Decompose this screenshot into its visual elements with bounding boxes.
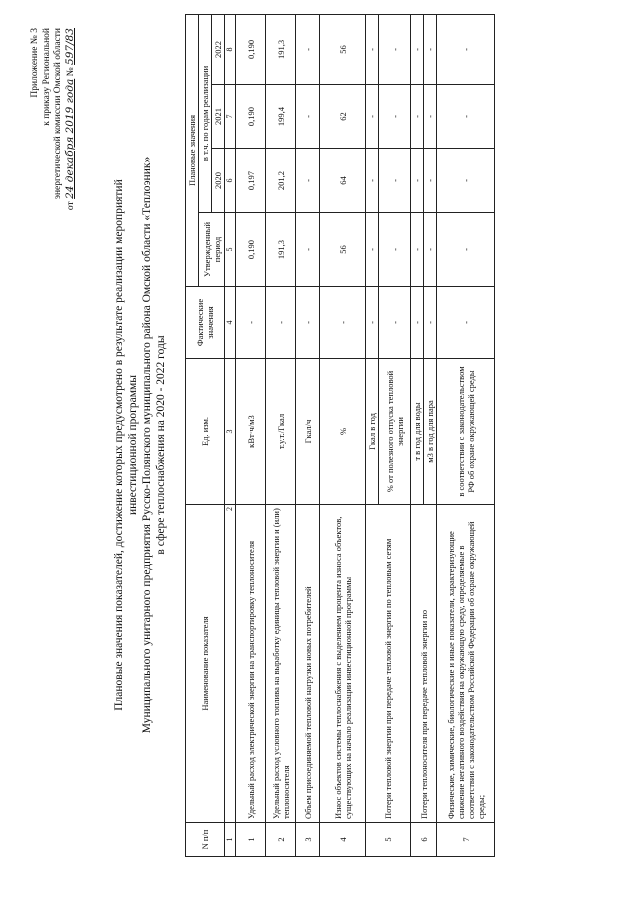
row-actual: - — [437, 287, 495, 359]
row-unit: м3 в год для пара — [424, 359, 437, 505]
header-approved: Утвержденный период — [199, 213, 225, 287]
table-row — [320, 14, 366, 856]
row-unit: кВт·ч/м3 — [236, 359, 266, 505]
col-number-4: 4 — [225, 287, 236, 359]
title-line-2: Муниципального унитарного предприятия Русско-Полянского муниципального района Омской области «Теплоэник» — [141, 156, 153, 734]
column-number-row — [225, 14, 236, 856]
row-name: Физические, химические, биологические и иные показатели, характеризующие снижение негативного воздействия на окружающую среду, определяемые в соответствии с законодательством Российской Федерации об охране окружающей среды; — [437, 505, 495, 823]
header-name: Наименование показателя — [186, 505, 225, 823]
row-name: Потери теплоносителя при передаче тепловой энергии по — [411, 505, 437, 823]
col-number-3: 3 — [225, 359, 236, 505]
header-2021: 2021 — [212, 85, 225, 149]
col-number-2: 2 — [225, 505, 236, 823]
row-2021: - — [366, 85, 379, 149]
row-num: 2 — [266, 823, 296, 857]
row-2020: - — [366, 149, 379, 213]
table-row — [296, 14, 320, 856]
row-2020: 64 — [320, 149, 366, 213]
appendix-line-3: энергетической комиссии Омской области — [53, 28, 63, 200]
number-prefix: № — [65, 67, 76, 77]
appendix-line-1: Приложение № 3 — [30, 28, 40, 98]
table-row — [366, 14, 379, 856]
row-2022: - — [379, 14, 411, 84]
indicators-table — [185, 14, 495, 857]
row-unit: Гкал в год — [366, 359, 379, 505]
header-by-years: в т.ч. по годам реализации — [199, 14, 212, 212]
row-2022: 56 — [320, 14, 366, 84]
date-prefix: от — [65, 201, 76, 211]
handwritten-date: 24 декабря 2019 года — [63, 78, 76, 199]
row-2021: 62 — [320, 85, 366, 149]
row-2020: - — [296, 149, 320, 213]
row-unit: % — [320, 359, 366, 505]
row-2021: 199,4 — [266, 85, 296, 149]
appendix-line-4 — [65, 28, 78, 358]
row-approved: - — [437, 213, 495, 287]
row-2022: - — [411, 14, 424, 84]
row-2022: - — [437, 14, 495, 84]
row-unit: т в год для воды — [411, 359, 424, 505]
row-name: Удельный расход электрической энергии на транспортировку теплоносителя — [236, 505, 266, 823]
row-actual: - — [236, 287, 266, 359]
row-2020: - — [411, 149, 424, 213]
row-2021: - — [437, 85, 495, 149]
row-2020: - — [437, 149, 495, 213]
row-2020: - — [424, 149, 437, 213]
row-2021: - — [424, 85, 437, 149]
row-num: 5 — [366, 823, 411, 857]
table-row — [437, 14, 495, 856]
row-name: Потери тепловой энергии при передаче тепловой энергии по тепловым сетям — [366, 505, 411, 823]
row-num: 3 — [296, 823, 320, 857]
row-actual: - — [320, 287, 366, 359]
row-num: 6 — [411, 823, 437, 857]
row-approved: - — [424, 213, 437, 287]
header-row-1 — [186, 14, 199, 856]
row-approved: 0,190 — [236, 213, 266, 287]
row-approved: - — [296, 213, 320, 287]
header-unit: Ед. изм. — [186, 359, 225, 505]
row-name: Удельный расход условного топлива на выработку единицы тепловой энергии и (или) теплоносителя — [266, 505, 296, 823]
row-2022: - — [366, 14, 379, 84]
handwritten-number: 597/83 — [63, 28, 76, 65]
row-num: 7 — [437, 823, 495, 857]
row-unit: в соответствии с законодательством РФ об охране окружающей среды — [437, 359, 495, 505]
col-number-1: 1 — [225, 823, 236, 857]
col-number-6: 6 — [225, 149, 236, 213]
header-2020: 2020 — [212, 149, 225, 213]
row-2021: - — [379, 85, 411, 149]
header-num: N п/п — [186, 823, 225, 857]
col-number-7: 7 — [225, 85, 236, 149]
row-actual: - — [424, 287, 437, 359]
row-actual: - — [411, 287, 424, 359]
row-unit: Гкал/ч — [296, 359, 320, 505]
row-2021: - — [411, 85, 424, 149]
table-row — [411, 14, 424, 856]
row-2022: 0,190 — [236, 14, 266, 84]
row-num: 1 — [236, 823, 266, 857]
row-2020: 0,197 — [236, 149, 266, 213]
row-2022: 191,3 — [266, 14, 296, 84]
row-actual: - — [366, 287, 379, 359]
row-2021: - — [296, 85, 320, 149]
row-unit: т.у.т./Гкал — [266, 359, 296, 505]
row-2021: 0,190 — [236, 85, 266, 149]
row-2020: 201,2 — [266, 149, 296, 213]
row-approved: - — [379, 213, 411, 287]
header-actual: Фактические значения — [186, 287, 225, 359]
header-planned: Плановые значения — [186, 14, 199, 286]
row-approved: 56 — [320, 213, 366, 287]
row-2022: - — [296, 14, 320, 84]
appendix-line-2: к приказу Региональной — [41, 28, 52, 126]
row-name: Износ объектов системы теплоснабжения с выделением процента износа объектов, существующих на начало реализации инвестиционной программы — [320, 505, 366, 823]
col-number-5: 5 — [225, 213, 236, 287]
row-approved: - — [366, 213, 379, 287]
row-actual: - — [379, 287, 411, 359]
appendix-block — [30, 28, 77, 358]
table-row — [266, 14, 296, 856]
title-line-1: Плановые значения показателей, достижение которых предусмотрено в результате реализации мероприятий инвестиционной программы — [113, 179, 139, 711]
row-approved: - — [411, 213, 424, 287]
row-approved: 191,3 — [266, 213, 296, 287]
row-actual: - — [296, 287, 320, 359]
title-line-3: в сфере теплоснабжения на 2020 - 2022 годы — [155, 335, 167, 555]
document-title — [112, 145, 168, 745]
row-unit: % от полезного отпуска тепловой энергии — [379, 359, 411, 505]
header-2022: 2022 — [212, 14, 225, 84]
row-2022: - — [424, 14, 437, 84]
table-row — [236, 14, 266, 856]
row-2020: - — [379, 149, 411, 213]
row-num: 4 — [320, 823, 366, 857]
col-number-8: 8 — [225, 14, 236, 84]
row-name: Объем присоединяемой тепловой нагрузки новых потребителей — [296, 505, 320, 823]
row-actual: - — [266, 287, 296, 359]
